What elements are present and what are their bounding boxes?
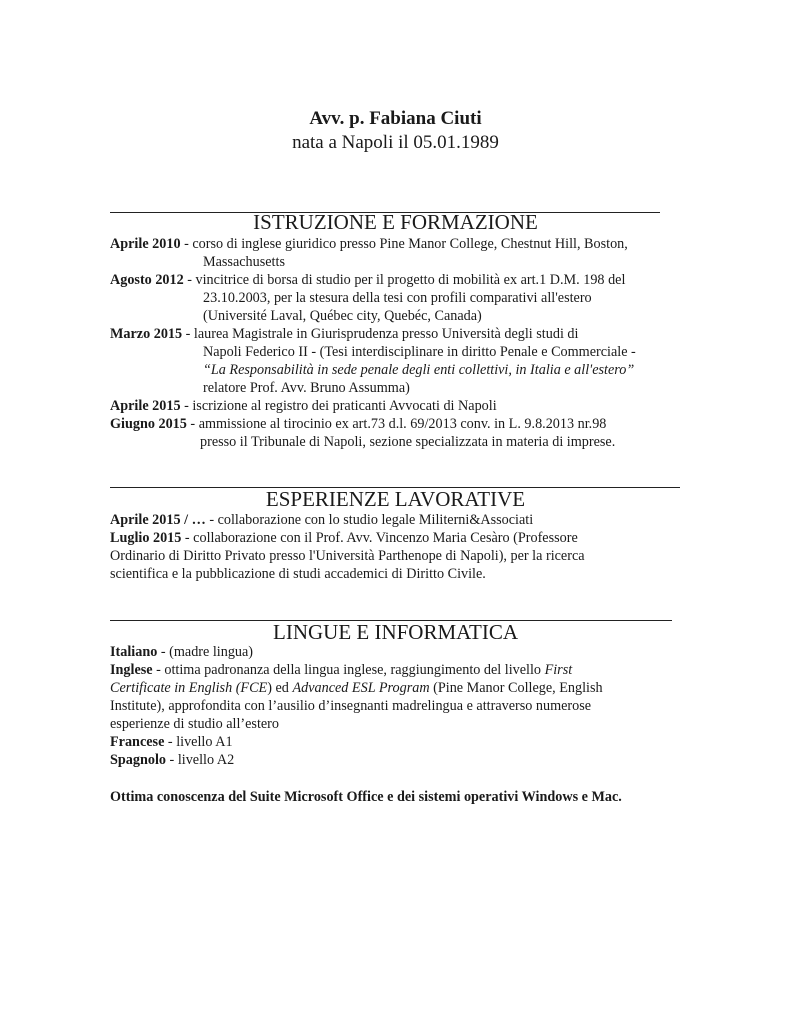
entry-text: - iscrizione al registro dei praticanti Avvocati di Napoli — [180, 398, 497, 414]
language-inglese-cont — [110, 679, 603, 697]
entry-date: Aprile 2015 — [110, 398, 181, 414]
certificate-name: First — [544, 662, 573, 678]
education-entry-5 — [110, 415, 606, 433]
language-level: - livello A2 — [166, 752, 235, 768]
entry-date: Giugno 2015 — [110, 416, 187, 432]
birth-info: nata a Napoli il 05.01.1989 — [292, 132, 499, 153]
entry-text: - corso di inglese giuridico presso Pine Manor College, Chestnut Hill, Boston, — [180, 236, 628, 252]
education-entry-1 — [110, 235, 628, 253]
entry-text: - vincitrice di borsa di studio per il progetto di mobilità ex art.1 D.M. 198 del — [183, 272, 626, 288]
entry-date: Aprile 2010 — [110, 236, 181, 252]
entry-text: Massachusetts — [203, 254, 285, 270]
language-italiano — [110, 643, 253, 661]
entry-text: Napoli Federico II - (Tesi interdisciplinare in diritto Penale e Commerciale - — [203, 344, 636, 360]
language-level: - ottima padronanza della lingua inglese, raggiungimento del livello — [152, 662, 545, 678]
language-level: - (madre lingua) — [157, 644, 254, 660]
entry-date: Luglio 2015 — [110, 530, 182, 546]
section-title-istruzione: ISTRUZIONE E FORMAZIONE — [253, 210, 538, 234]
education-entry-3 — [110, 325, 578, 343]
program-name: Advanced ESL Program — [292, 680, 430, 696]
entry-text: esperienze di studio all’estero — [110, 716, 280, 732]
entry-text: - collaborazione con lo studio legale Militerni&Associati — [205, 512, 534, 528]
language-level: - livello A1 — [164, 734, 233, 750]
entry-text: Institute), approfondita con l’ausilio d’insegnanti madrelingua e attraverso numerose — [110, 698, 592, 714]
entry-text: - ammissione al tirocinio ex art.73 d.l. 69/2013 conv. in L. 9.8.2013 nr.98 — [186, 416, 607, 432]
entry-text: Ordinario di Diritto Privato presso l'Università Parthenope di Napoli), per la ricerca — [110, 548, 585, 564]
language-level: (Pine Manor College, English — [429, 680, 603, 696]
certificate-name: Certificate in English (FCE — [110, 680, 268, 696]
entry-date: Aprile 2015 / … — [110, 512, 206, 528]
language-spagnolo — [110, 751, 234, 769]
entry-date: Agosto 2012 — [110, 272, 184, 288]
entry-text: (Université Laval, Québec city, Quebéc, Canada) — [203, 308, 482, 324]
candidate-name: Avv. p. Fabiana Ciuti — [309, 108, 482, 129]
language-label: Francese — [110, 734, 165, 750]
thesis-title: “La Responsabilità in sede penale degli enti collettivi, in Italia e all'estero” — [203, 362, 635, 378]
entry-text: scientifica e la pubblicazione di studi accademici di Diritto Civile. — [110, 566, 486, 582]
language-label: Inglese — [110, 662, 153, 678]
office-skills: Ottima conoscenza del Suite Microsoft Office e dei sistemi operativi Windows e Mac. — [110, 789, 622, 805]
language-label: Spagnolo — [110, 752, 166, 768]
language-label: Italiano — [110, 644, 158, 660]
education-entry-2 — [110, 271, 625, 289]
section-title-lingue: LINGUE E INFORMATICA — [273, 620, 518, 644]
entry-text: - laurea Magistrale in Giurisprudenza presso Università degli studi di — [182, 326, 579, 342]
language-inglese — [110, 661, 572, 679]
entry-date: Marzo 2015 — [110, 326, 183, 342]
entry-text: presso il Tribunale di Napoli, sezione specializzata in materia di imprese. — [200, 434, 616, 450]
work-entry-2 — [110, 529, 578, 547]
section-title-esperienze: ESPERIENZE LAVORATIVE — [265, 487, 526, 511]
work-entry-1 — [110, 511, 533, 529]
education-entry-4 — [110, 397, 497, 415]
language-francese — [110, 733, 233, 751]
entry-text: 23.10.2003, per la stesura della tesi con profili comparativi all'estero — [203, 290, 592, 306]
language-level: ) ed — [267, 680, 293, 696]
entry-text: relatore Prof. Avv. Bruno Assumma) — [203, 380, 410, 396]
entry-text: - collaborazione con il Prof. Avv. Vincenzo Maria Cesàro (Professore — [181, 530, 578, 546]
